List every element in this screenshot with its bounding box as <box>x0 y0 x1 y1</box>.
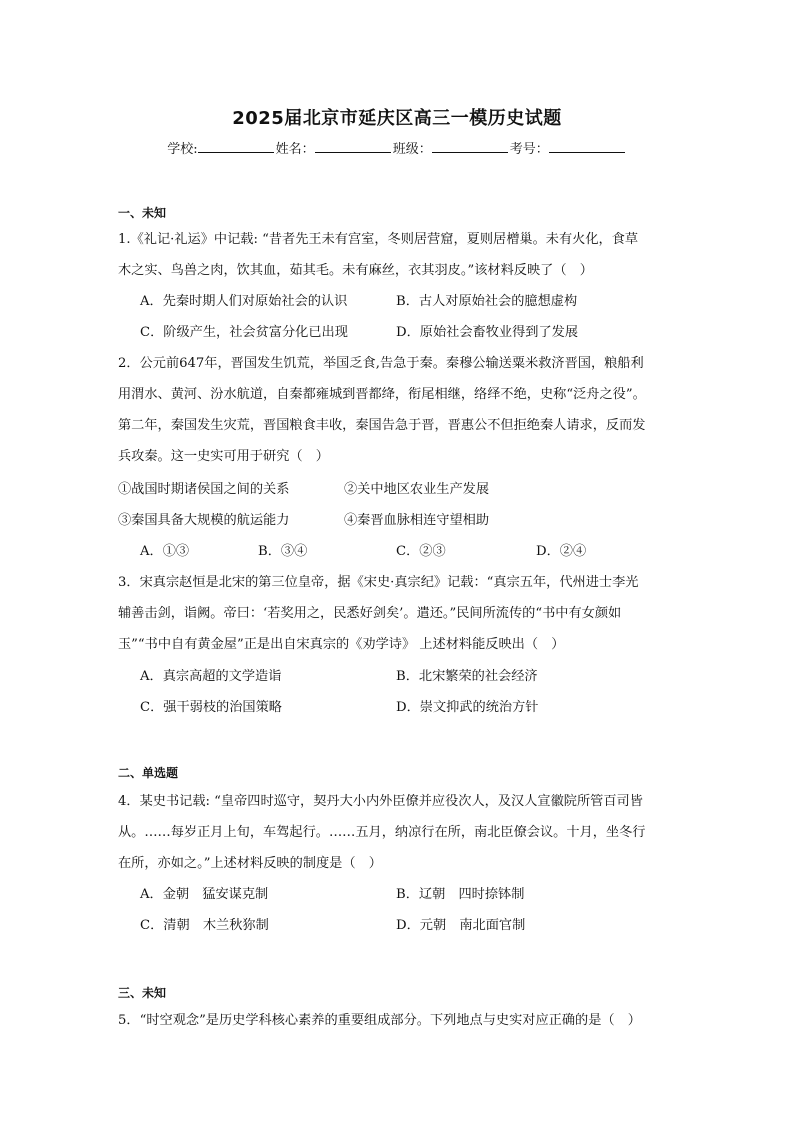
section-heading: 一、未知 <box>118 206 167 220</box>
q3-option-a[interactable]: A．真宗高超的文学造诣 <box>140 669 282 684</box>
school-blank[interactable] <box>198 140 274 153</box>
q4-option-b[interactable]: B．辽朝 四时捺钵制 <box>396 887 525 902</box>
question-4-line: 在所，亦如之。”上述材料反映的制度是（ ） <box>118 856 382 871</box>
q4-option-d[interactable]: D．元朝 南北面官制 <box>396 918 526 933</box>
q3-option-d[interactable]: D．崇文抑武的统治方针 <box>396 700 539 715</box>
page-title: 2025届北京市延庆区高三一模历史试题 <box>232 108 562 129</box>
q2-statement-4: ④秦晋血脉相连守望相助 <box>344 513 490 528</box>
q1-option-d[interactable]: D．原始社会畜牧业得到了发展 <box>396 325 579 340</box>
question-1-line: 1.《礼记·礼运》中记载: “昔者先王未有宫室，冬则居营窟，夏则居橧巢。未有火化，食草 <box>118 232 639 247</box>
q2-option-b[interactable]: B．③④ <box>258 544 308 559</box>
q3-option-b[interactable]: B．北宋繁荣的社会经济 <box>396 669 538 684</box>
q2-statement-2: ②关中地区农业生产发展 <box>344 482 490 497</box>
q2-option-a[interactable]: A．①③ <box>140 544 190 559</box>
student-info-row <box>0 138 794 157</box>
question-3-line: 3．宋真宗赵恒是北宋的第三位皇帝，据《宋史·真宗纪》记载：“真宗五年，代州进士李光 <box>118 575 639 590</box>
q2-option-c[interactable]: C．②③ <box>396 544 446 559</box>
question-1-line: 木之实、鸟兽之肉，饮其血，茹其毛。未有麻丝，衣其羽皮。”该材料反映了（ ） <box>118 263 593 278</box>
question-4-line: 从。……每岁正月上旬，车驾起行。……五月，纳凉行在所，南北臣僚会议。十月，坐冬行 <box>118 825 646 840</box>
q1-option-b[interactable]: B．古人对原始社会的臆想虚构 <box>396 294 578 309</box>
q1-option-c[interactable]: C．阶级产生，社会贫富分化已出现 <box>140 325 348 340</box>
q4-option-a[interactable]: A．金朝 猛安谋克制 <box>140 887 269 902</box>
question-2-line: 用渭水、黄河、汾水航道，自秦都雍城到晋都绛，衔尾相继，络绎不绝，史称“泛舟之役”。 <box>118 387 646 402</box>
name-blank[interactable] <box>315 140 391 153</box>
q3-option-c[interactable]: C．强干弱枝的治国策略 <box>140 700 282 715</box>
question-2-line: 2．公元前647年，晋国发生饥荒，举国乏食,告急于秦。秦穆公输送粟米救济晋国，粮船利 <box>118 356 644 371</box>
question-3-line: 辅善击剑，诣阙。帝曰：‘若奖用之，民悉好剑矣’。遣还。”民间所流传的“书中有女颜如 <box>118 606 622 621</box>
question-4-line: 4．某史书记载: “皇帝四时巡守，契丹大小内外臣僚并应役次人，及汉人宣徽院所管百司皆 <box>118 794 643 809</box>
question-2-line: 第二年，秦国发生灾荒，晋国粮食丰收，秦国告急于晋，晋惠公不但拒绝秦人请求，反而发 <box>118 418 646 433</box>
school-label: 学校: <box>167 142 198 157</box>
q2-option-d[interactable]: D．②④ <box>536 544 587 559</box>
class-label: 班级： <box>392 142 432 157</box>
q2-statement-3: ③秦国具备大规模的航运能力 <box>118 513 290 528</box>
class-blank[interactable] <box>432 140 508 153</box>
question-3-line: 玉”“书中自有黄金屋”正是出自宋真宗的《劝学诗》 上述材料能反映出（ ） <box>118 637 565 652</box>
number-label: 考号： <box>509 142 549 157</box>
section-heading: 二、单选题 <box>118 766 179 780</box>
question-2-line: 兵攻秦。这一史实可用于研究（ ） <box>118 449 329 464</box>
section-heading: 三、未知 <box>118 986 167 1000</box>
question-5-line: 5．“时空观念”是历史学科核心素养的重要组成部分。下列地点与史实对应正确的是（ ） <box>118 1013 641 1028</box>
number-blank[interactable] <box>549 140 625 153</box>
q1-option-a[interactable]: A．先秦时期人们对原始社会的认识 <box>140 294 348 309</box>
q4-option-c[interactable]: C．清朝 木兰秋狝制 <box>140 918 269 933</box>
q2-statement-1: ①战国时期诸侯国之间的关系 <box>118 482 290 497</box>
name-label: 姓名： <box>275 142 315 157</box>
